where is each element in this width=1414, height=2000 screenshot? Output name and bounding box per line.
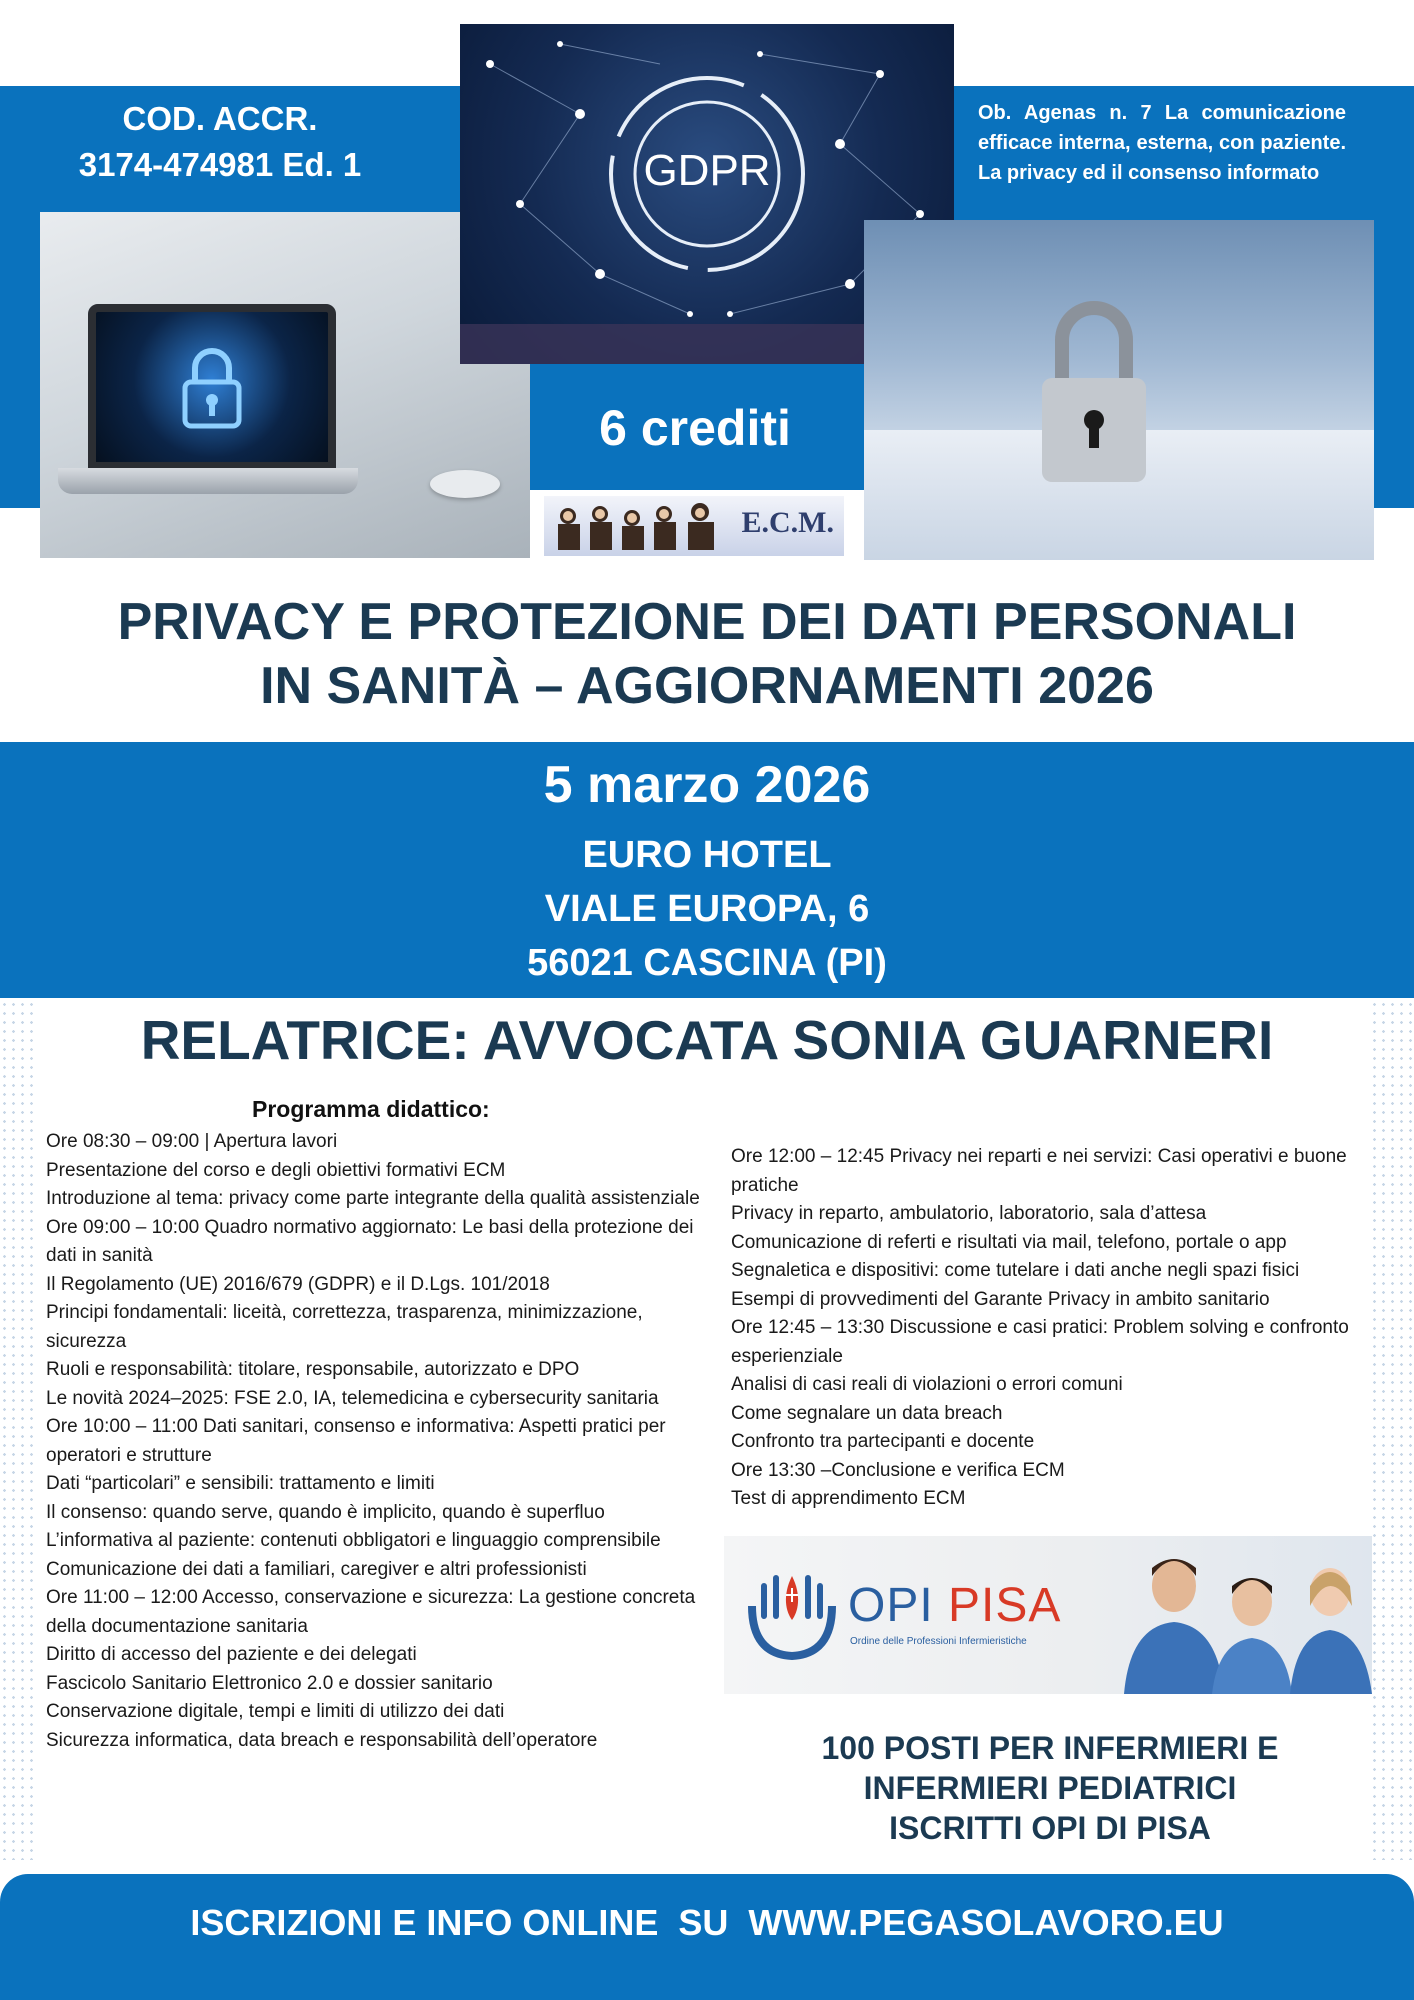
seats-line-2: INFERMIERI PEDIATRICI — [863, 1770, 1237, 1806]
program-item: Ore 09:00 – 10:00 Quadro normativo aggiornato: Le basi della protezione dei dati in sanità — [46, 1216, 694, 1266]
hospital-bed-padlock-image — [864, 220, 1374, 560]
program-item: Ruoli e responsabilità: titolare, responsabile, autorizzato e DPO — [46, 1359, 580, 1380]
padlock-icon — [96, 312, 328, 462]
laptop-base — [58, 468, 358, 494]
speaker-heading: RELATRICE: AVVOCATA SONIA GUARNERI — [140, 1009, 1274, 1071]
ecm-illustration — [550, 500, 740, 552]
ecm-logo — [530, 490, 864, 562]
padlock-icon — [1034, 290, 1154, 490]
dot-pattern-left — [0, 1000, 34, 1860]
ecm-banner — [544, 496, 844, 556]
event-date: 5 marzo 2026 — [543, 756, 871, 814]
program-item: Sicurezza informatica, data breach e responsabilità dell’operatore — [46, 1729, 598, 1751]
program-item: Analisi di casi reali di violazioni o errori comuni — [731, 1374, 1123, 1395]
agenas-objective: Ob. Agenas n. 7 La comunicazione efficace interna, esterna, con paziente. La privacy ed il consenso informato — [978, 102, 1346, 184]
opi-pisa-banner — [724, 1536, 1372, 1694]
nurses-photo — [1124, 1546, 1372, 1694]
program-item: L’informativa al paziente: contenuti obbligatori e linguaggio comprensibile — [46, 1530, 661, 1551]
title-line-1: PRIVACY E PROTEZIONE DEI DATI PERSONALI — [117, 593, 1297, 651]
program-item: Comunicazione dei dati a familiari, caregiver e altri professionisti — [46, 1558, 587, 1580]
program-item: Dati “particolari” e sensibili: trattamento e limiti — [46, 1473, 435, 1494]
accreditation-label: COD. ACCR. — [122, 100, 318, 137]
opi-word: OPI — [848, 1579, 934, 1632]
program-item: Il consenso: quando serve, quando è implicito, quando è superfluo — [46, 1501, 605, 1523]
program-item: Il Regolamento (UE) 2016/679 (GDPR) e il D.Lgs. 101/2018 — [46, 1273, 550, 1295]
program-item: Conservazione digitale, tempi e limiti di utilizzo dei dati — [46, 1701, 505, 1722]
laptop-screen — [88, 304, 336, 470]
page-title — [0, 590, 1414, 718]
gdpr-label: GDPR — [643, 146, 771, 195]
program-item: Le novità 2024–2025: FSE 2.0, IA, telemedicina e cybersecurity sanitaria — [46, 1387, 659, 1409]
venue-city: 56021 CASCINA (PI) — [527, 942, 887, 984]
program-item: Privacy in reparto, ambulatorio, laboratorio, sala d’attesa — [731, 1203, 1207, 1224]
program-title: Programma didattico: — [252, 1096, 490, 1122]
laptop-lock-image — [40, 212, 530, 558]
program-item: Test di apprendimento ECM — [731, 1488, 966, 1509]
accreditation-code — [40, 96, 400, 188]
program-item: Principi fondamentali: liceità, correttezza, trasparenza, minimizzazione, sicurezza — [46, 1302, 643, 1352]
accreditation-number: 3174-474981 Ed. 1 — [78, 146, 362, 183]
program-item: Confronto tra partecipanti e docente — [731, 1431, 1035, 1452]
venue-street: VIALE EUROPA, 6 — [544, 888, 870, 930]
title-line-2: IN SANITÀ – AGGIORNAMENTI 2026 — [260, 657, 1154, 715]
opi-subtitle: Ordine delle Professioni Infermieristiche — [850, 1636, 1027, 1647]
program-item: Ore 10:00 – 11:00 Dati sanitari, consenso e informativa: Aspetti pratici per operatori e strutture — [46, 1416, 666, 1466]
ecm-label: E.C.M. — [741, 506, 834, 539]
seats-line-1: 100 POSTI PER INFERMIERI E — [821, 1730, 1279, 1766]
event-venue — [0, 828, 1414, 990]
seats-info — [760, 1728, 1340, 1848]
program-column-left — [46, 1128, 716, 1755]
dot-pattern-right — [1370, 1000, 1414, 1860]
program-item: Fascicolo Sanitario Elettronico 2.0 e dossier sanitario — [46, 1672, 493, 1694]
credits-badge: 6 crediti — [530, 366, 860, 490]
pisa-word: PISA — [948, 1579, 1062, 1632]
program-item: Comunicazione di referti e risultati via mail, telefono, portale o app — [731, 1231, 1287, 1253]
program-item: Come segnalare un data breach — [731, 1402, 1003, 1424]
seats-line-3: ISCRITTI OPI DI PISA — [889, 1810, 1211, 1846]
program-item: Ore 13:30 –Conclusione e verifica ECM — [731, 1459, 1065, 1481]
footer-registration-link[interactable]: ISCRIZIONI E INFO ONLINE SU WWW.PEGASOLAVORO.EU — [190, 1902, 1224, 1943]
program-item: Introduzione al tema: privacy come parte integrante della qualità assistenziale — [46, 1188, 700, 1209]
program-item: Ore 12:45 – 13:30 Discussione e casi pratici: Problem solving e confronto esperienziale — [731, 1317, 1349, 1367]
mouse-image — [430, 470, 500, 498]
program-item: Ore 12:00 – 12:45 Privacy nei reparti e nei servizi: Casi operativi e buone pratiche — [731, 1146, 1347, 1196]
opi-pisa-logo-text — [848, 1578, 1061, 1633]
program-item: Presentazione del corso e degli obiettivi formativi ECM — [46, 1159, 506, 1181]
opi-hands-logo-icon — [742, 1566, 842, 1662]
program-item: Ore 08:30 – 09:00 | Apertura lavori — [46, 1131, 338, 1152]
program-item: Segnaletica e dispositivi: come tutelare i dati anche negli spazi fisici — [731, 1260, 1300, 1281]
venue-name: EURO HOTEL — [582, 834, 832, 876]
program-item: Diritto di accesso del paziente e dei delegati — [46, 1644, 417, 1665]
program-item: Esempi di provvedimenti del Garante Privacy in ambito sanitario — [731, 1288, 1270, 1310]
program-column-right — [731, 1143, 1363, 1514]
program-item: Ore 11:00 – 12:00 Accesso, conservazione e sicurezza: La gestione concreta della documentazione sanitaria — [46, 1587, 696, 1637]
